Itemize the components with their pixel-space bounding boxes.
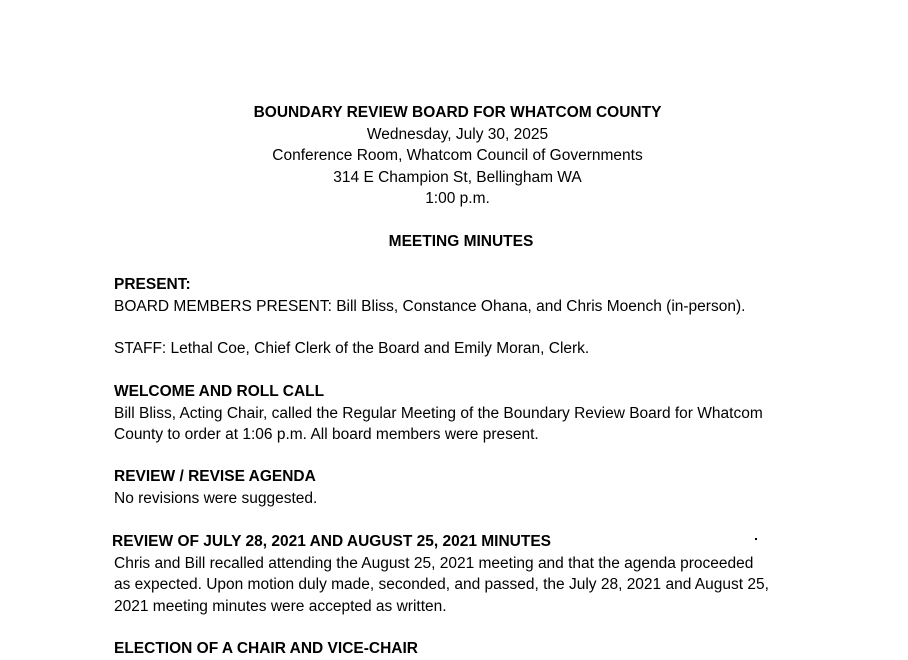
welcome-text-line2: County to order at 1:06 p.m. All board members were present. xyxy=(114,426,539,443)
staff-present: STAFF: Lethal Coe, Chief Clerk of the Board and Emily Moran, Clerk. xyxy=(114,340,590,357)
welcome-text-line1: Bill Bliss, Acting Chair, called the Regular Meeting of the Boundary Review Board for Whatcom xyxy=(114,404,763,422)
election-heading: ELECTION OF A CHAIR AND VICE-CHAIR xyxy=(114,640,418,657)
section-minutes-review xyxy=(112,531,812,617)
section-agenda xyxy=(114,466,814,509)
welcome-heading: WELCOME AND ROLL CALL xyxy=(114,383,325,400)
section-election xyxy=(114,638,814,660)
section-present xyxy=(114,274,814,317)
agenda-heading: REVIEW / REVISE AGENDA xyxy=(114,468,316,485)
board-members-present: BOARD MEMBERS PRESENT: Bill Bliss, Constance Ohana, and Chris Moench (in-person). xyxy=(114,297,746,315)
present-heading: PRESENT: xyxy=(114,276,191,293)
document-header xyxy=(0,102,908,210)
minutes-title: MEETING MINUTES xyxy=(388,233,534,250)
board-name: BOUNDARY REVIEW BOARD FOR WHATCOM COUNTY xyxy=(253,104,662,121)
meeting-address: 314 E Champion St, Bellingham WA xyxy=(333,168,582,186)
section-staff xyxy=(114,338,814,360)
minutes-review-line1: Chris and Bill recalled attending the August 25, 2021 meeting and that the agenda proceeded xyxy=(114,554,754,572)
minutes-review-line3: 2021 meeting minutes were accepted as written. xyxy=(114,597,447,615)
minutes-review-line2: as expected. Upon motion duly made, seconded, and passed, the July 28, 2021 and August 25, xyxy=(114,576,769,593)
minutes-review-heading: REVIEW OF JULY 28, 2021 AND AUGUST 25, 2021 MINUTES xyxy=(112,533,552,550)
meeting-date: Wednesday, July 30, 2025 xyxy=(366,125,549,143)
meeting-location: Conference Room, Whatcom Council of Governments xyxy=(272,147,643,164)
agenda-text: No revisions were suggested. xyxy=(114,489,318,507)
stray-mark xyxy=(755,538,757,540)
meeting-time: 1:00 p.m. xyxy=(425,190,490,207)
section-welcome xyxy=(114,381,814,446)
